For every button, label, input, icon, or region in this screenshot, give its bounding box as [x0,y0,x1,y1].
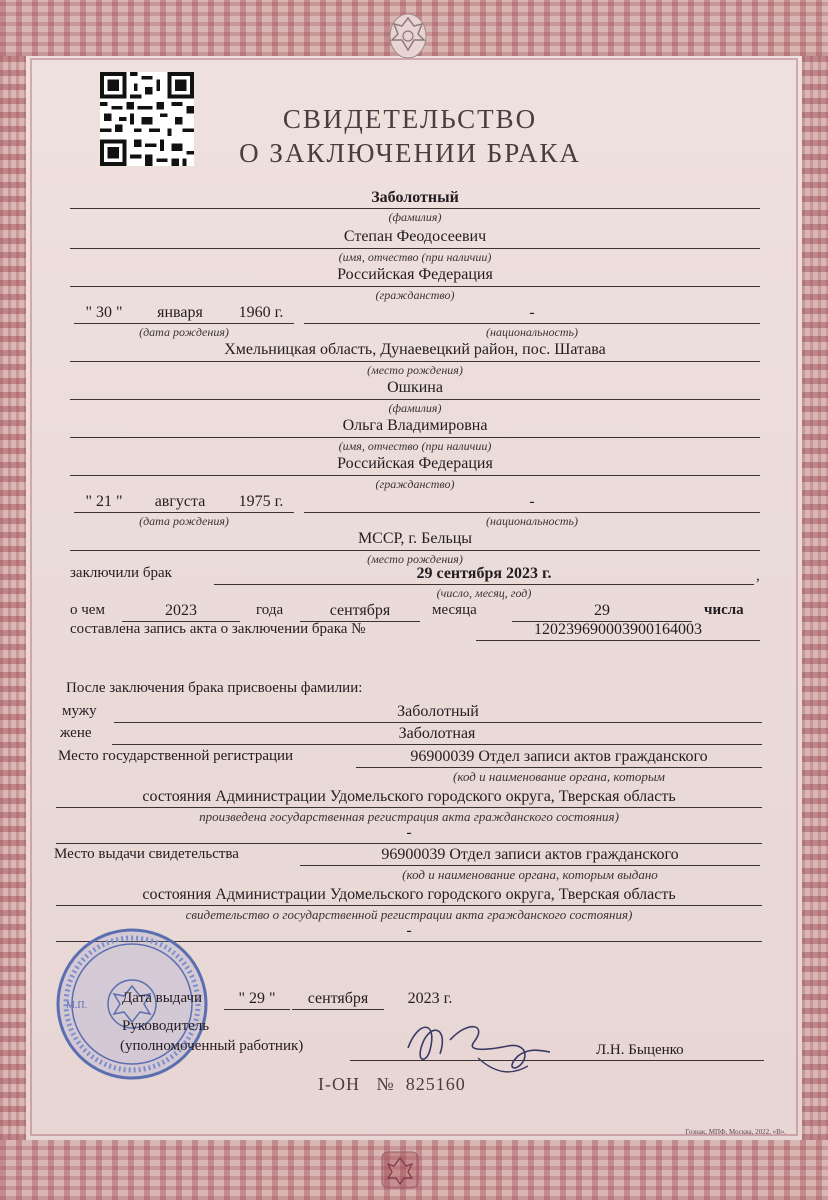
wife-citizenship: Российская Федерация [337,455,493,472]
document-title-line2: О ЗАКЛЮЧЕНИИ БРАКА [239,138,581,168]
field-caption: свидетельство о государственной регистрации акта гражданского состояния) [185,907,633,922]
record-number-label: составлена запись акта о заключении брака № [70,621,366,637]
field-line [304,512,760,513]
field-caption: (код и наименование органа, которым выдано [402,867,658,882]
field-caption: (число, месяц, год) [436,586,532,600]
field-caption: (код и наименование органа, которым [453,769,665,784]
husband-birth-month: января [157,304,203,321]
issuance-label: Место выдачи свидетельства [54,846,239,862]
signature-icon [378,1010,568,1080]
field-line [70,248,760,249]
mp-label: М.П. [66,1000,88,1011]
field-line [70,208,760,209]
serial-number [318,1074,466,1095]
issue-day: " 29 " [238,990,276,1007]
field-line [304,323,760,324]
husband-birth-year: 1960 г. [238,304,284,321]
issue-year: 2023 г. [407,990,453,1007]
wife-surname: Ошкина [387,379,443,396]
husband-nationality: - [529,304,535,321]
field-caption: (место рождения) [367,552,463,566]
field-caption: произведена государственная регистрация акта гражданского состояния) [199,809,619,824]
issuance-dash: - [406,922,412,939]
marriage-date: 29 сентября 2023 г. [416,565,552,582]
record-month: сентября [329,602,391,619]
wife-nationality: - [529,493,535,510]
ornamental-frame-left [0,56,26,1140]
document-title-line1: СВИДЕТЕЛЬСТВО [282,104,538,134]
serial-value: 825160 [405,1074,466,1094]
field-caption: (гражданство) [375,477,455,491]
head-label: Руководитель [122,1018,210,1034]
head-name: Л.Н. Быценко [596,1042,684,1058]
issue-date-label: Дата выдачи [122,990,203,1006]
serial-sign: № [376,1074,395,1094]
field-line [112,744,762,745]
record-day: 29 [594,602,610,619]
issuance-line1: 96900039 Отдел записи актов гражданского [381,846,679,863]
field-line [70,475,760,476]
head-sublabel: (уполномоченный работник) [120,1038,304,1054]
qr-code-icon [100,72,194,166]
coat-of-arms-icon [380,6,436,62]
field-line [74,323,294,324]
husband-citizenship: Российская Федерация [337,266,493,283]
registration-dash: - [406,824,412,841]
field-caption: (фамилия) [388,210,442,224]
wife-birth-month: августа [154,493,206,510]
husband-new-surname: Заболотный [397,703,479,720]
field-line [56,843,762,844]
field-line [292,1009,384,1010]
field-line [224,1009,290,1010]
serial-series: I-ОН [318,1074,360,1094]
issuance-line2: состояния Администрации Удомельского городского округа, Тверская область [142,886,676,903]
registration-line1: 96900039 Отдел записи актов гражданского [410,748,708,765]
husband-name: Степан Феодосеевич [343,228,487,245]
record-number: 120239690003900164003 [534,621,702,638]
field-line [70,361,760,362]
field-line [70,437,760,438]
field-caption: (национальность) [486,325,578,339]
record-year: 2023 [165,602,197,619]
surnames-after-label: После заключения брака присвоены фамилии: [66,680,363,696]
comma: , [756,568,760,584]
field-caption: (место рождения) [367,363,463,377]
field-line [214,584,754,585]
field-caption: (дата рождения) [139,325,229,339]
husband-birthplace: Хмельницкая область, Дунаевецкий район, пос. Шатава [224,341,606,358]
record-mesyaca-label: месяца [432,602,477,618]
field-line [56,807,762,808]
field-caption: (гражданство) [375,288,455,302]
wife-birth-day: " 21 " [85,493,123,510]
issue-month: сентября [307,990,369,1007]
field-caption: (национальность) [486,514,578,528]
record-o-chem: о чем [70,602,105,618]
field-line [114,722,762,723]
husband-birth-day: " 30 " [85,304,123,321]
husband-label: мужу [62,703,97,719]
field-caption: (имя, отчество (при наличии) [338,250,492,264]
wife-birth-year: 1975 г. [238,493,284,510]
husband-surname: Заболотный [371,189,459,206]
field-line [74,512,294,513]
field-line [56,905,762,906]
wife-name: Ольга Владимировна [342,417,488,434]
field-line [476,640,760,641]
registration-line2: состояния Администрации Удомельского городского округа, Тверская область [142,788,676,805]
bottom-emblem-icon [378,1148,422,1192]
field-caption: (дата рождения) [139,514,229,528]
field-line [356,767,762,768]
wife-birthplace: МССР, г. Бельцы [357,530,473,547]
marriage-label: заключили брак [70,565,172,581]
field-line [70,286,760,287]
wife-label: жене [60,725,92,741]
record-goda-label: года [256,602,284,618]
ornamental-frame-right [802,56,828,1140]
field-line [300,865,760,866]
record-chisla-label: числа [704,602,744,618]
registration-label: Место государственной регистрации [58,748,294,764]
field-caption: (фамилия) [388,401,442,415]
field-line [70,550,760,551]
printer-note: Гознак, МПФ, Москва, 2022, «В». [685,1128,786,1136]
field-line [70,399,760,400]
field-caption: (имя, отчество (при наличии) [338,439,492,453]
wife-new-surname: Заболотная [398,725,476,742]
